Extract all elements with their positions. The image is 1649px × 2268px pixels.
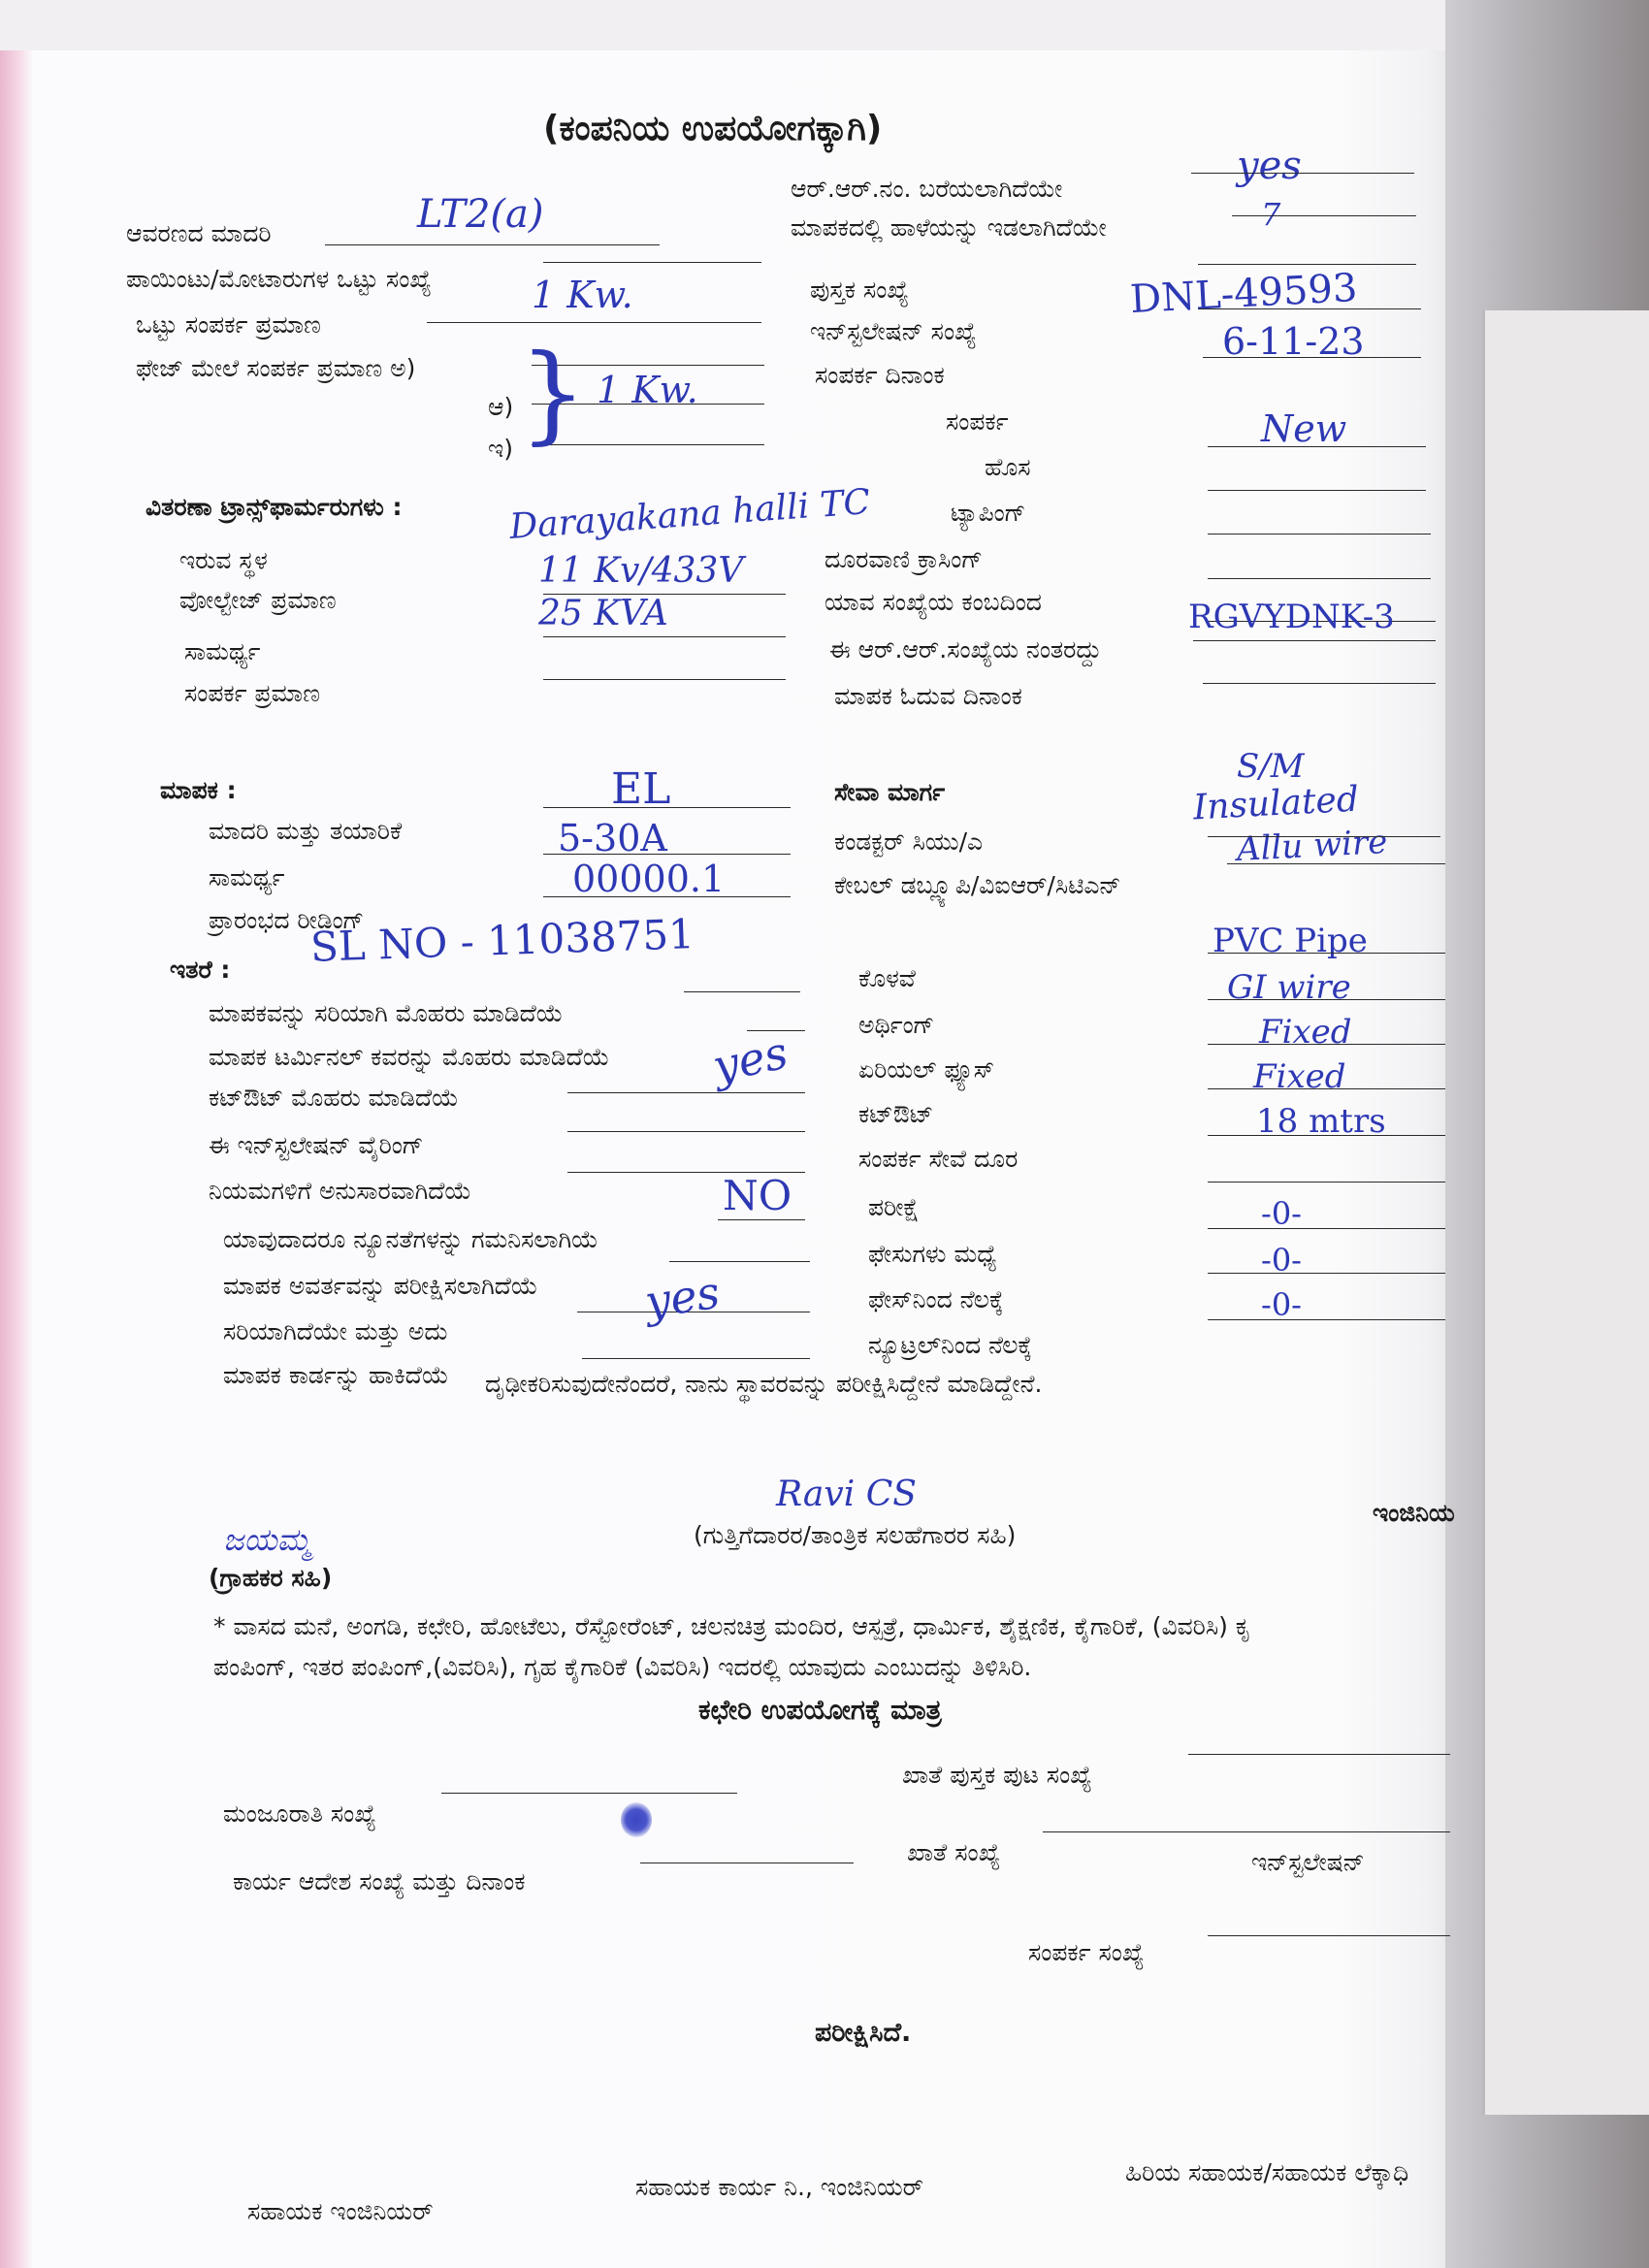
hw-install-no: DNL-49593 <box>1128 265 1359 323</box>
line-pipe <box>1208 953 1445 954</box>
label-enclosure: ಆವರಣದ ಮಾದರಿ <box>126 219 272 247</box>
checked-label: ಪರೀಕ್ಷಿಸಿದೆ. <box>815 2018 912 2048</box>
label-neutral-earth: ನ್ಯೂಟ್ರಲ್‌ನಿಂದ ನೆಲಕ್ಕೆ <box>868 1331 1033 1359</box>
line-initial-reading <box>543 896 791 897</box>
line-new <box>1208 490 1426 491</box>
label-tele-crossing: ದೂರವಾಣಿ ಕ್ರಾಸಿಂಗ್ <box>824 545 983 573</box>
line-earthing <box>1208 999 1445 1000</box>
label-new: ಹೊಸ <box>985 453 1031 481</box>
note-line-2: ಪಂಪಿಂಗ್, ಇತರ ಪಂಪಿಂಗ್,(ವಿವರಿಸಿ), ಗೃಹ ಕೈಗಾರಿಕೆ (ವಿವರಿಸಿ) ಇದರಲ್ಲಿ ಯಾವುದು ಎಂಬುದನ್ನು ತಿಳಿಸಿರಿ. <box>213 1653 1032 1681</box>
line-after-rr <box>1193 640 1436 641</box>
label-as-per-rules: ನಿಯಮಗಳಿಗೆ ಅನುಸಾರವಾಗಿದೆಯೆ <box>209 1177 472 1205</box>
label-from-pole: ಯಾವ ಸಂಖ್ಯೆಯ ಕಂಬದಿಂದ <box>824 588 1042 616</box>
signatory-assistant-engineer: ಸಹಾಯಕ ಇಂಜಿನಿಯರ್ <box>247 2197 434 2225</box>
label-sealed: ಮಾಪಕವನ್ನು ಸರಿಯಾಗಿ ಮೊಹರು ಮಾಡಿದೆಯೆ <box>209 999 564 1027</box>
line-sheet-kept <box>1232 215 1416 216</box>
line-meter-make <box>543 807 791 808</box>
label-wiring: ಈ ಇನ್‌ಸ್ಟಲೇಷನ್ ವೈರಿಂಗ್ <box>209 1131 424 1159</box>
line-cable <box>1227 863 1445 864</box>
section-transformers: ವಿತರಣಾ ಟ್ರಾನ್ಸ್‌ಫಾರ್ಮರುಗಳು : <box>146 493 403 521</box>
label-initial-reading: ಪ್ರಾರಂಭದ ರೀಡಿಂಗ್ <box>209 906 365 934</box>
line-reading-date <box>1203 683 1436 684</box>
label-total-load: ಒಟ್ಟು ಸಂಪರ್ಕ ಪ್ರಮಾಣ <box>136 310 321 339</box>
line-cutout-sealed <box>567 1092 805 1093</box>
label-voltage: ವೋಲ್ಟೇಜ್ ಪ್ರಮಾಣ <box>179 586 337 614</box>
adjacent-page <box>1482 310 1649 2115</box>
hw-phase-load: 1 Kw. <box>597 369 698 411</box>
label-ledger-page: ಖಾತೆ ಪುಸ್ತಕ ಪುಟ ಸಂಖ್ಯೆ <box>902 1761 1092 1789</box>
line-aerial-fuse <box>1208 1044 1445 1045</box>
label-conn-date: ಸಂಪರ್ಕ ದಿನಾಂಕ <box>815 361 945 389</box>
label-test: ಪರೀಕ್ಷೆ <box>868 1193 920 1221</box>
line-cutout <box>1208 1088 1445 1089</box>
label-phase-earth: ಫೇಸ್‌ನಿಂದ ನೆಲಕ್ಕೆ <box>868 1285 1004 1313</box>
ink-blot <box>621 1802 652 1837</box>
label-terminal-sealed: ಮಾಪಕ ಟರ್ಮಿನಲ್ ಕವರನ್ನು ಮೊಹರು ಮಾಡಿದೆಯೆ <box>209 1043 610 1071</box>
office-use-title: ಕಛೇರಿ ಉಪಯೋಗಕ್ಕೆ ಮಾತ್ರ <box>698 1694 942 1726</box>
label-meter-capacity: ಸಾಮರ್ಥ್ಯ <box>209 863 285 891</box>
label-earthing: ಅರ್ಥಿಂಗ್ <box>858 1011 935 1039</box>
label-after-rr: ಈ ಆರ್.ಆರ್.ಸಂಖ್ಯೆಯ ನಂತರದ್ದು <box>829 635 1102 664</box>
label-sheet-kept: ಮಾಪಕದಲ್ಲಿ ಹಾಳೆಯನ್ನು ಇಡಲಾಗಿದೆಯೇ <box>791 213 1107 242</box>
hw-fuse: Fixed <box>1259 1013 1352 1052</box>
line-between-phases <box>1208 1228 1445 1229</box>
label-sanction-no: ಮಂಜೂರಾತಿ ಸಂಖ್ಯೆ <box>223 1799 376 1828</box>
hw-test-1: -0- <box>1261 1195 1302 1232</box>
label-phase-c: ಇ) <box>488 435 514 463</box>
line-wiring <box>567 1131 805 1132</box>
hw-connection: New <box>1261 407 1347 450</box>
line-service-distance <box>1208 1135 1445 1136</box>
line-meter-capacity <box>543 854 791 855</box>
line-test <box>1208 1182 1445 1183</box>
hw-initial-reading: 00000.1 <box>572 858 726 900</box>
line-conductor <box>1208 836 1440 837</box>
label-pipe: ಕೊಳವೆ <box>858 964 916 992</box>
section-meter: ಮಾಪಕ : <box>160 776 237 804</box>
hw-meter-capacity: 5-30A <box>558 817 667 859</box>
line-book-no <box>1198 264 1416 265</box>
label-tapping: ಟ್ಯಾಪಿಂಗ್ <box>951 499 1026 527</box>
label-work-order: ಕಾರ್ಯ ಆದೇಶ ಸಂಖ್ಯೆ ಮತ್ತು ದಿನಾಂಕ <box>233 1867 526 1895</box>
label-cutout-sealed: ಕಟ್‌ಔಟ್ ಮೊಹರು ಮಾಡಿದೆಯೆ <box>209 1084 459 1112</box>
line-defects <box>718 1219 805 1220</box>
line-total-points <box>543 262 761 263</box>
hw-sign-yes-2: yes <box>641 1265 724 1329</box>
line-connection-no <box>1208 1935 1450 1936</box>
line-install-no <box>1198 308 1421 309</box>
label-meter-card: ಮಾಪಕ ಕಾರ್ಡನ್ನು ಹಾಕಿದೆಯೆ <box>223 1361 449 1389</box>
hw-test-3: -0- <box>1261 1286 1302 1323</box>
hw-voltage: 11 Kv/433V <box>538 551 744 591</box>
line-ledger-page <box>1188 1754 1450 1755</box>
label-installation: ಇನ್‌ಸ್ಟಲೇಷನ್ <box>1251 1848 1365 1876</box>
hw-total-points: 1 Kw. <box>532 274 633 316</box>
label-connection-no: ಸಂಪರ್ಕ ಸಂಖ್ಯೆ <box>1028 1938 1145 1966</box>
scan-top-band <box>0 0 1649 50</box>
note-line-1: * ವಾಸದ ಮನೆ, ಅಂಗಡಿ, ಕಛೇರಿ, ಹೋಟೆಲು, ರೆಸ್ಟೋರೆಂಟ್, ಚಲನಚಿತ್ರ ಮಂದಿರ, ಆಸ್ಪತ್ರೆ, ಧಾರ್ಮಿಕ, ಶೈಕ್ಷಣಿಕ, ಕೈಗಾರಿಕೆ, (ವಿವರಿಸಿ) ಕೃ <box>213 1612 1251 1640</box>
line-phase-earth <box>1208 1273 1445 1274</box>
label-between-phases: ಫೇಸುಗಳು ಮಧ್ಯೆ <box>868 1240 997 1268</box>
line-meter-card <box>582 1358 810 1359</box>
hw-after-rr: RGVYDNK-3 <box>1188 598 1395 636</box>
hw-distance: 18 mtrs <box>1256 1102 1386 1141</box>
hw-conductor-3: Allu wire <box>1236 822 1389 870</box>
contractor-caption: (ಗುತ್ತಿಗೆದಾರರ/ತಾಂತ್ರಿಕ ಸಲಹೆಗಾರರ ಸಹಿ) <box>694 1521 1017 1549</box>
hw-capacity: 25 KVA <box>538 594 668 633</box>
label-cutout: ಕಟ್‌ಔಟ್ <box>858 1100 934 1128</box>
signatory-senior-assistant: ಹಿರಿಯ ಸಹಾಯಕ/ಸಹಾಯಕ ಲೆಕ್ಕಾಧಿ <box>1125 2158 1409 2187</box>
label-meter-make: ಮಾದರಿ ಮತ್ತು ತಯಾರಿಕೆ <box>209 817 403 845</box>
label-defects: ಯಾವುದಾದರೂ ನ್ಯೂನತೆಗಳನ್ನು ಗಮನಿಸಲಾಗಿಯೆ <box>223 1225 598 1253</box>
hw-conductor-1: S/M <box>1237 747 1305 786</box>
form-title: (ಕಂಪನಿಯ ಉಪಯೋಗಕ್ಕಾಗಿ) <box>543 109 883 148</box>
hw-test-2: -0- <box>1261 1242 1302 1279</box>
label-install-no: ಇನ್‌ಸ್ಟಲೇಷನ್ ಸಂಖ್ಯೆ <box>810 317 977 345</box>
line-neutral-earth <box>1208 1319 1445 1320</box>
label-capacity: ಸಾಮರ್ಥ್ಯ <box>184 637 261 665</box>
line-rr-written <box>1191 173 1414 174</box>
label-phase-b: ಆ) <box>488 393 514 421</box>
label-connection: ಸಂಪರ್ಕ <box>946 407 1009 436</box>
section-service-line: ಸೇವಾ ಮಾರ್ಗ <box>834 778 946 806</box>
hw-sign-yes-1: yes <box>708 1025 792 1093</box>
signatory-assistant-executive-engineer: ಸಹಾಯಕ ಕಾರ್ಯ ನಿ., ಇಂಜಿನಿಯರ್ <box>635 2173 924 2201</box>
line-enclosure <box>325 244 660 245</box>
label-location: ಇರುವ ಸ್ಥಳ <box>179 546 268 574</box>
line-tele-crossing <box>1208 578 1431 579</box>
line-conn-date <box>1203 357 1421 358</box>
label-reading-date: ಮಾಪಕ ಓದುವ ದಿನಾಂಕ <box>834 682 1022 710</box>
label-service-distance: ಸಂಪರ್ಕ ಸೇವೆ ದೂರ <box>858 1145 1018 1173</box>
label-aerial-fuse: ಏರಿಯಲ್ ಫ್ಯೂಸ್ <box>858 1055 995 1084</box>
line-capacity <box>543 636 786 637</box>
label-correct: ಸರಿಯಾಗಿದೆಯೇ ಮತ್ತು ಅದು <box>223 1317 448 1345</box>
hw-conn-date: 6-11-23 <box>1222 320 1365 363</box>
line-sanction-no <box>441 1793 737 1794</box>
line-total-load <box>427 322 761 323</box>
label-meter-rotation: ಮಾಪಕ ಅವರ್ತವನ್ನು ಪರೀಕ್ಷಿಸಲಾಗಿದೆಯೆ <box>223 1272 538 1300</box>
hw-rr-written: yes <box>1237 144 1302 188</box>
hw-location: Darayakana halli TC <box>508 482 872 547</box>
hw-defects: NO <box>723 1172 792 1219</box>
label-total-points: ಪಾಯಿಂಟು/ಮೋಟಾರುಗಳ ಒಟ್ಟು ಸಂಖ್ಯೆ <box>126 265 432 293</box>
hw-sheet-kept: 7 <box>1261 196 1281 233</box>
declaration-text: ದೃಢೀಕರಿಸುವುದೇನೆಂದರೆ, ನಾನು ಸ್ಥಾವರವನ್ನು ಪರೀಕ್ಷಿಸಿದ್ದೇನೆ ಮಾಡಿದ್ದೇನೆ. <box>485 1370 1043 1398</box>
line-account-no <box>1043 1831 1450 1832</box>
hw-serial: SL NO - 11038751 <box>309 910 695 971</box>
label-rr-written: ಆರ್.ಆರ್.ನಂ. ಬರೆಯಲಾಗಿದೆಯೇ <box>791 175 1063 203</box>
label-phase-load-a: ಫೇಜ್ ಮೇಲೆ ಸಂಪರ್ಕ ಪ್ರಮಾಣ ಅ) <box>136 354 416 382</box>
customer-signature: ಜಯಮ್ಮ <box>223 1521 311 1558</box>
hw-pipe: PVC Pipe <box>1212 922 1368 960</box>
contractor-signature: Ravi CS <box>776 1474 917 1514</box>
line-conn-load <box>543 679 786 680</box>
hw-brace: } <box>519 331 587 455</box>
label-conductor: ಕಂಡಕ್ಟರ್ ಸಿಯು/ಎ <box>834 827 984 856</box>
customer-caption: (ಗ್ರಾಹಕರ ಸಹಿ) <box>209 1564 333 1592</box>
hw-meter-make: EL <box>611 764 671 814</box>
line-tapping <box>1208 534 1431 535</box>
line-connection <box>1208 446 1426 447</box>
label-cable: ಕೇಬಲ್ ಡಬ್ಲ್ಯೂಪಿ/ವಿಐಆರ್/ಸಿಟಿಎನ್ <box>834 871 1121 899</box>
engineer-label-cut: ಇಂಜಿನಿಯ <box>1373 1499 1455 1527</box>
hw-conductor-2: Insulated <box>1192 779 1360 828</box>
label-conn-load: ಸಂಪರ್ಕ ಪ್ರಮಾಣ <box>184 679 320 707</box>
line-meter-rotation <box>669 1261 810 1262</box>
hw-enclosure: LT2(a) <box>417 192 544 237</box>
label-account-no: ಖಾತೆ ಸಂಖ್ಯೆ <box>907 1838 1001 1866</box>
hw-cutout: Fixed <box>1253 1057 1346 1096</box>
section-other: ಇತರೆ : <box>170 956 231 984</box>
label-book-no: ಪುಸ್ತಕ ಸಂಖ್ಯೆ <box>810 275 909 304</box>
hw-earthing: GI wire <box>1227 968 1351 1007</box>
line-sealed <box>684 991 800 992</box>
